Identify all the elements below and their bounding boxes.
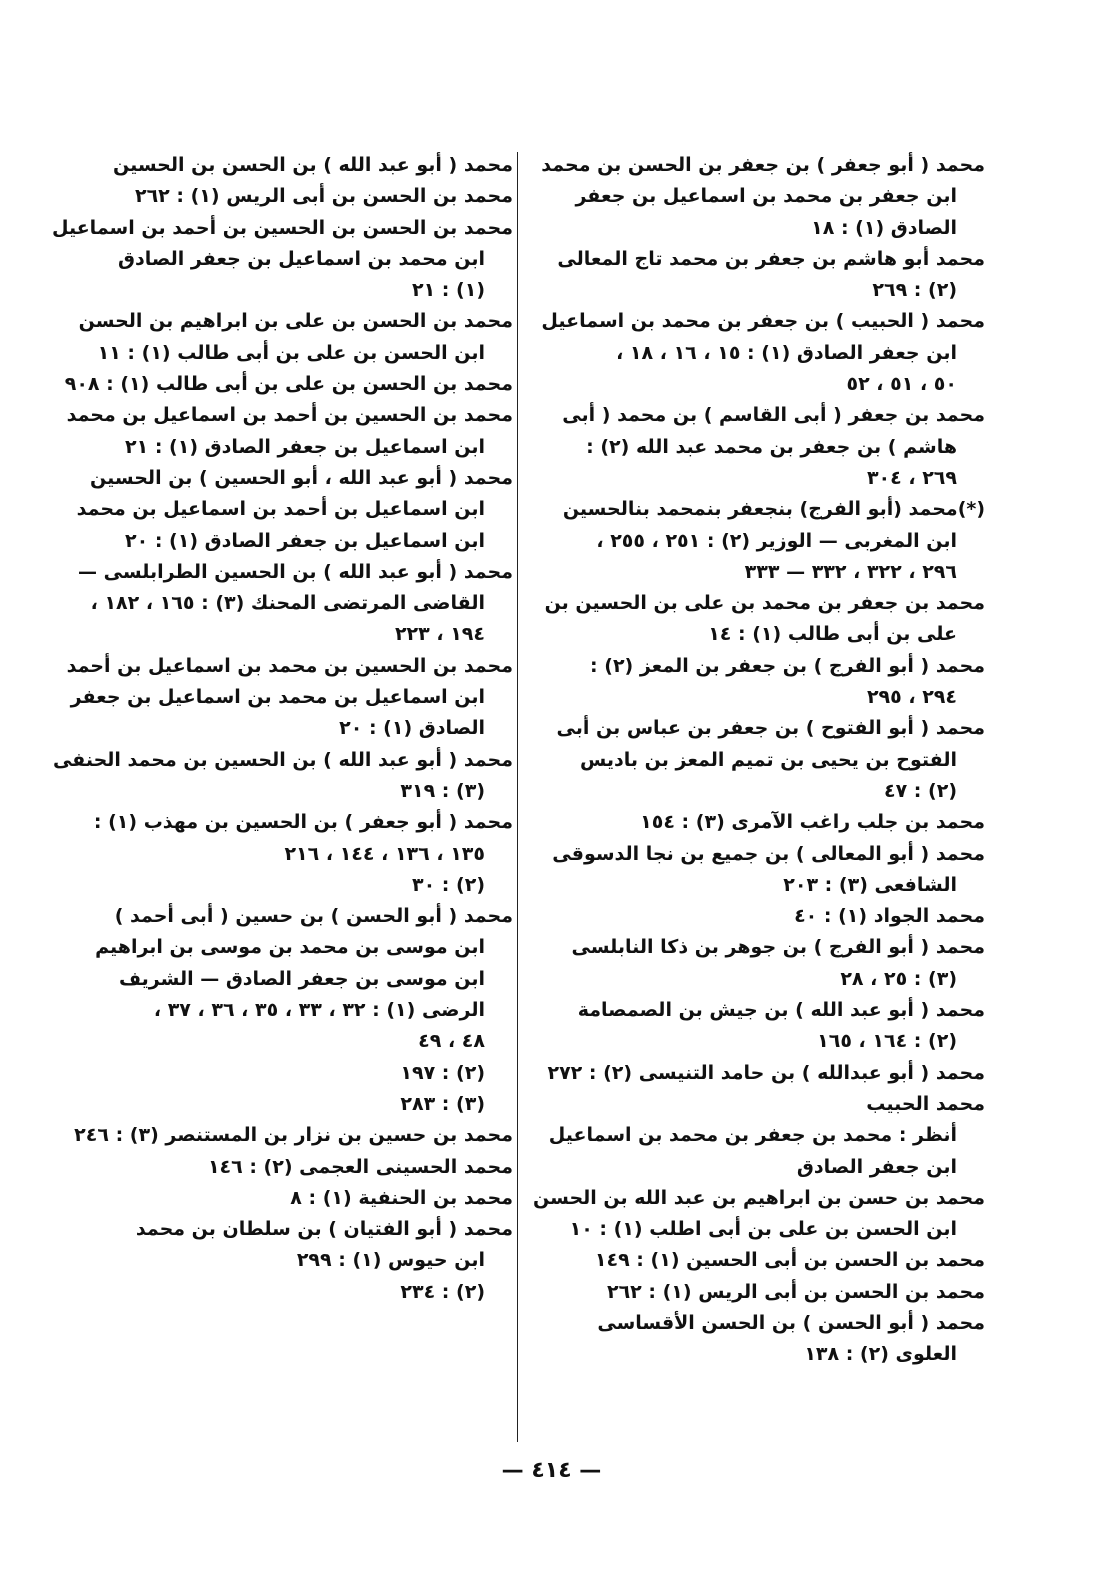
entry-headword-line: محمد ( أبو عبد الله ) بن الحسين بن محمد الحنفى (52, 748, 513, 771)
entry-continuation-line: ابن جعفر بن محمد بن اسماعيل بن جعفر (575, 185, 957, 208)
entry-headword-line: محمد ( أبو عبد الله ) بن الحسين الطرابلسى — (78, 560, 513, 583)
entry-headword-line: محمد ( أبو عبدالله ) بن حامد التنيسى (٢) : ٢٧٢ (547, 1061, 985, 1084)
index-entry (555, 1308, 985, 1371)
page-number: — ٤١٤ — (501, 1458, 602, 1483)
column-divider (517, 152, 518, 1442)
entry-headword-line: محمد بن حسين بن نزار بن المستنصر (٣) : ٢٤٦ (74, 1124, 513, 1147)
entry-headword-line: محمد ( أبو عبد الله ، أبو الحسين ) بن الحسين (90, 466, 513, 489)
index-entry (555, 807, 985, 838)
entry-headword-line: محمد ( أبو الفرج ) بن جعفر بن المعز (٢) : (590, 654, 985, 677)
index-entry (73, 1120, 513, 1151)
entry-headword-line: محمد بن الحسن بن أبى الريس (١) : ٢٦٢ (606, 1280, 985, 1303)
entry-headword-line: محمد بن جلب راغب الآمرى (٣) : ١٥٤ (640, 811, 985, 834)
entry-continuation-line: الرضى (١) : ٣٢ ، ٣٣ ، ٣٥ ، ٣٦ ، ٣٧ ، (153, 999, 485, 1022)
entry-continuation-line: على بن أبى طالب (١) : ١٤ (708, 623, 957, 646)
entry-headword-line: محمد ( أبو الفتوح ) بن جعفر بن عباس بن أبى (556, 717, 985, 740)
index-entry (555, 494, 985, 588)
entry-continuation-line: الصادق (١) : ١٨ (811, 216, 957, 239)
entry-continuation-line: (٢) : ٢٣٤ (400, 1280, 485, 1303)
entry-continuation-line: الفتوح بن يحيى بن تميم المعز بن باديس (580, 748, 957, 771)
entry-headword-line: محمد بن الحنفية (١) : ٨ (290, 1186, 513, 1209)
index-entry (552, 839, 985, 902)
index-entry (555, 651, 985, 714)
entry-continuation-line: ابن الحسن بن على بن أبى اطلب (١) : ١٠ (569, 1218, 957, 1241)
entry-headword-line: محمد بن الحسين بن أحمد بن اسماعيل بن محمد (66, 404, 513, 427)
entry-headword-line: محمد بن حسن بن ابراهيم بن عبد الله بن الحسن (533, 1186, 985, 1209)
entry-continuation-line: ابن اسماعيل بن محمد بن اسماعيل بن جعفر (70, 686, 485, 709)
entry-headword-line: محمد بن الحسن بن على بن أبى طالب (١) : ٩٠٨ (64, 373, 513, 396)
entry-continuation-line: ٥٠ ، ٥١ ، ٥٢ (846, 373, 957, 396)
index-entry (555, 1245, 985, 1276)
entry-headword-line: محمد أبو هاشم بن جعفر بن محمد تاج المعالى (557, 247, 985, 270)
entry-continuation-line: العلوى (٢) : ١٣٨ (804, 1343, 957, 1366)
entry-continuation-line: (٣) : ٣١٩ (400, 779, 485, 802)
index-entry (548, 1089, 985, 1183)
entry-headword-line: محمد بن الحسن بن الحسين بن أحمد بن اسماعيل (51, 216, 513, 239)
index-entry (73, 463, 513, 557)
index-entry (66, 400, 513, 463)
entry-continuation-line: ابن اسماعيل بن جعفر الصادق (١) : ٢١ (125, 435, 485, 458)
entry-headword-line: (*)محمد (أبو الفرج) بنجعفر بنمحمد بنالحسين (562, 498, 985, 521)
entry-headword-line: محمد الحبيب (866, 1092, 985, 1115)
entry-continuation-line: ابن موسى بن محمد بن موسى بن ابراهيم (95, 936, 485, 959)
index-entry (555, 1277, 985, 1308)
entry-continuation-line: ٤٨ ، ٤٩ (418, 1030, 485, 1053)
entry-continuation-line: ابن حيوس (١) : ٢٩٩ (296, 1249, 485, 1272)
entry-headword-line: محمد ( أبو جعفر ) بن جعفر بن الحسن بن محمد (541, 154, 985, 176)
index-entry (73, 1152, 513, 1183)
entry-continuation-line: الشافعى (٣) : ٢٠٣ (783, 873, 957, 896)
entry-continuation-line: هاشم ) بن جعفر بن محمد عبد الله (٢) : (586, 435, 957, 458)
entry-headword-line: محمد ( أبو الحسن ) بن الحسن الأقساسى (597, 1311, 985, 1334)
entry-continuation-line: ١٣٥ ، ١٣٦ ، ١٤٤ ، ٢١٦ (284, 842, 485, 865)
entry-continuation-line: (٢) : ٢٦٩ (872, 279, 957, 302)
index-entry (555, 713, 985, 807)
entry-continuation-line: ٢٩٤ ، ٢٩٥ (866, 686, 957, 709)
entry-continuation-line: (٢) : ١٦٤ ، ١٦٥ (817, 1030, 957, 1053)
index-entry (541, 306, 985, 400)
entry-headword-line: محمد بن الحسن بن على بن ابراهيم بن الحسن (78, 310, 513, 333)
entry-headword-line: محمد ( الحبيب ) بن جعفر بن محمد بن اسماعيل (541, 310, 985, 333)
entry-headword-line: محمد بن الحسن بن أبى الريس (١) : ٢٦٢ (134, 185, 513, 208)
index-entry (73, 306, 513, 369)
index-entry (533, 1183, 985, 1246)
entry-headword-line: محمد ( أبو المعالى ) بن جميع بن نجا الدسوقى (552, 842, 985, 865)
entry-continuation-line: القاضى المرتضى المحنك (٣) : ١٦٥ ، ١٨٢ ، (90, 592, 485, 615)
index-entry (555, 995, 985, 1058)
index-entry (547, 1058, 985, 1089)
index-column-right (533, 150, 985, 1371)
index-entry (73, 1183, 513, 1214)
entry-headword-line: محمد ( أبو الحسن ) بن حسين ( أبى أحمد ) (114, 905, 513, 928)
index-entry (52, 745, 513, 808)
entry-headword-line: محمد ( أبو الفتيان ) بن سلطان بن محمد (135, 1218, 513, 1241)
entry-continuation-line: ابن جعفر الصادق (796, 1155, 957, 1178)
entry-continuation-line: ابن جعفر الصادق (١) : ١٥ ، ١٦ ، ١٨ ، (616, 341, 957, 364)
entry-continuation-line: (٢) : ١٩٧ (400, 1061, 485, 1084)
entry-continuation-line: ٢٩٦ ، ٣٢٢ ، ٣٣٢ — ٣٣٣ (744, 560, 957, 583)
entry-headword-line: محمد بن الحسن بن أبى الحسين (١) : ١٤٩ (594, 1249, 985, 1272)
index-entry (555, 244, 985, 307)
index-entry (73, 181, 513, 212)
entry-continuation-line: ابن الحسن بن على بن أبى طالب (١) : ١١ (97, 341, 485, 364)
index-column-left (51, 150, 513, 1308)
entry-continuation-line: (٢) : ٣٠ (411, 873, 485, 896)
index-entry (544, 588, 985, 651)
index-entry (555, 901, 985, 932)
entry-headword-line: محمد ( أبو الفرج ) بن جوهر بن ذكا النابلسى (571, 936, 985, 959)
entry-continuation-line: ٢٦٩ ، ٣٠٤ (866, 466, 957, 489)
entry-continuation-line: ١٩٤ ، ٢٢٣ (394, 623, 485, 646)
index-entry (73, 901, 513, 1120)
index-entry (555, 400, 985, 494)
entry-continuation-line: ابن موسى بن جعفر الصادق — الشريف (119, 967, 485, 990)
entry-headword-line: محمد ( أبو جعفر ) بن الحسين بن مهذب (١) : (93, 811, 513, 834)
entry-headword-line: محمد الجواد (١) : ٤٠ (794, 905, 985, 928)
entry-headword-line: محمد بن جعفر ( أبى القاسم ) بن محمد ( أبى (562, 404, 985, 427)
index-entry (73, 1214, 513, 1308)
entry-continuation-line: الصادق (١) : ٢٠ (339, 717, 485, 740)
index-entry (73, 807, 513, 901)
entry-continuation-line: ابن المغربى — الوزير (٢) : ٢٥١ ، ٢٥٥ ، (596, 529, 957, 552)
entry-continuation-line: (١) : ٢١ (411, 279, 485, 302)
entry-headword-line: محمد ( أبو عبد الله ) بن جيش بن الصمصامة (577, 999, 985, 1022)
entry-headword-line: محمد ( أبو عبد الله ) بن الحسن بن الحسين (112, 154, 513, 176)
index-entry (555, 932, 985, 995)
entry-continuation-line: (٣) : ٢٨٣ (400, 1092, 485, 1115)
entry-headword-line: محمد الحسينى العجمى (٢) : ١٤٦ (207, 1155, 513, 1178)
entry-continuation-line: ابن محمد بن اسماعيل بن جعفر الصادق (118, 247, 485, 270)
entry-continuation-line: ابن اسماعيل بن أحمد بن اسماعيل بن محمد (76, 498, 485, 521)
index-entry (73, 557, 513, 651)
entry-continuation-line: ابن اسماعيل بن جعفر الصادق (١) : ٢٠ (125, 529, 485, 552)
index-entry (51, 213, 513, 307)
entry-headword-line: محمد بن الحسين بن محمد بن اسماعيل بن أحمد (66, 654, 513, 677)
index-entry (66, 651, 513, 745)
entry-continuation-line: (٣) : ٢٥ ، ٢٨ (840, 967, 957, 990)
entry-continuation-line: أنظر : محمد بن جعفر بن محمد بن اسماعيل (548, 1124, 957, 1147)
index-entry (64, 369, 513, 400)
entry-headword-line: محمد بن جعفر بن محمد بن على بن الحسين بن (544, 592, 985, 615)
index-entry (541, 150, 985, 244)
entry-continuation-line: (٢) : ٤٧ (883, 779, 957, 802)
index-entry (73, 150, 513, 181)
